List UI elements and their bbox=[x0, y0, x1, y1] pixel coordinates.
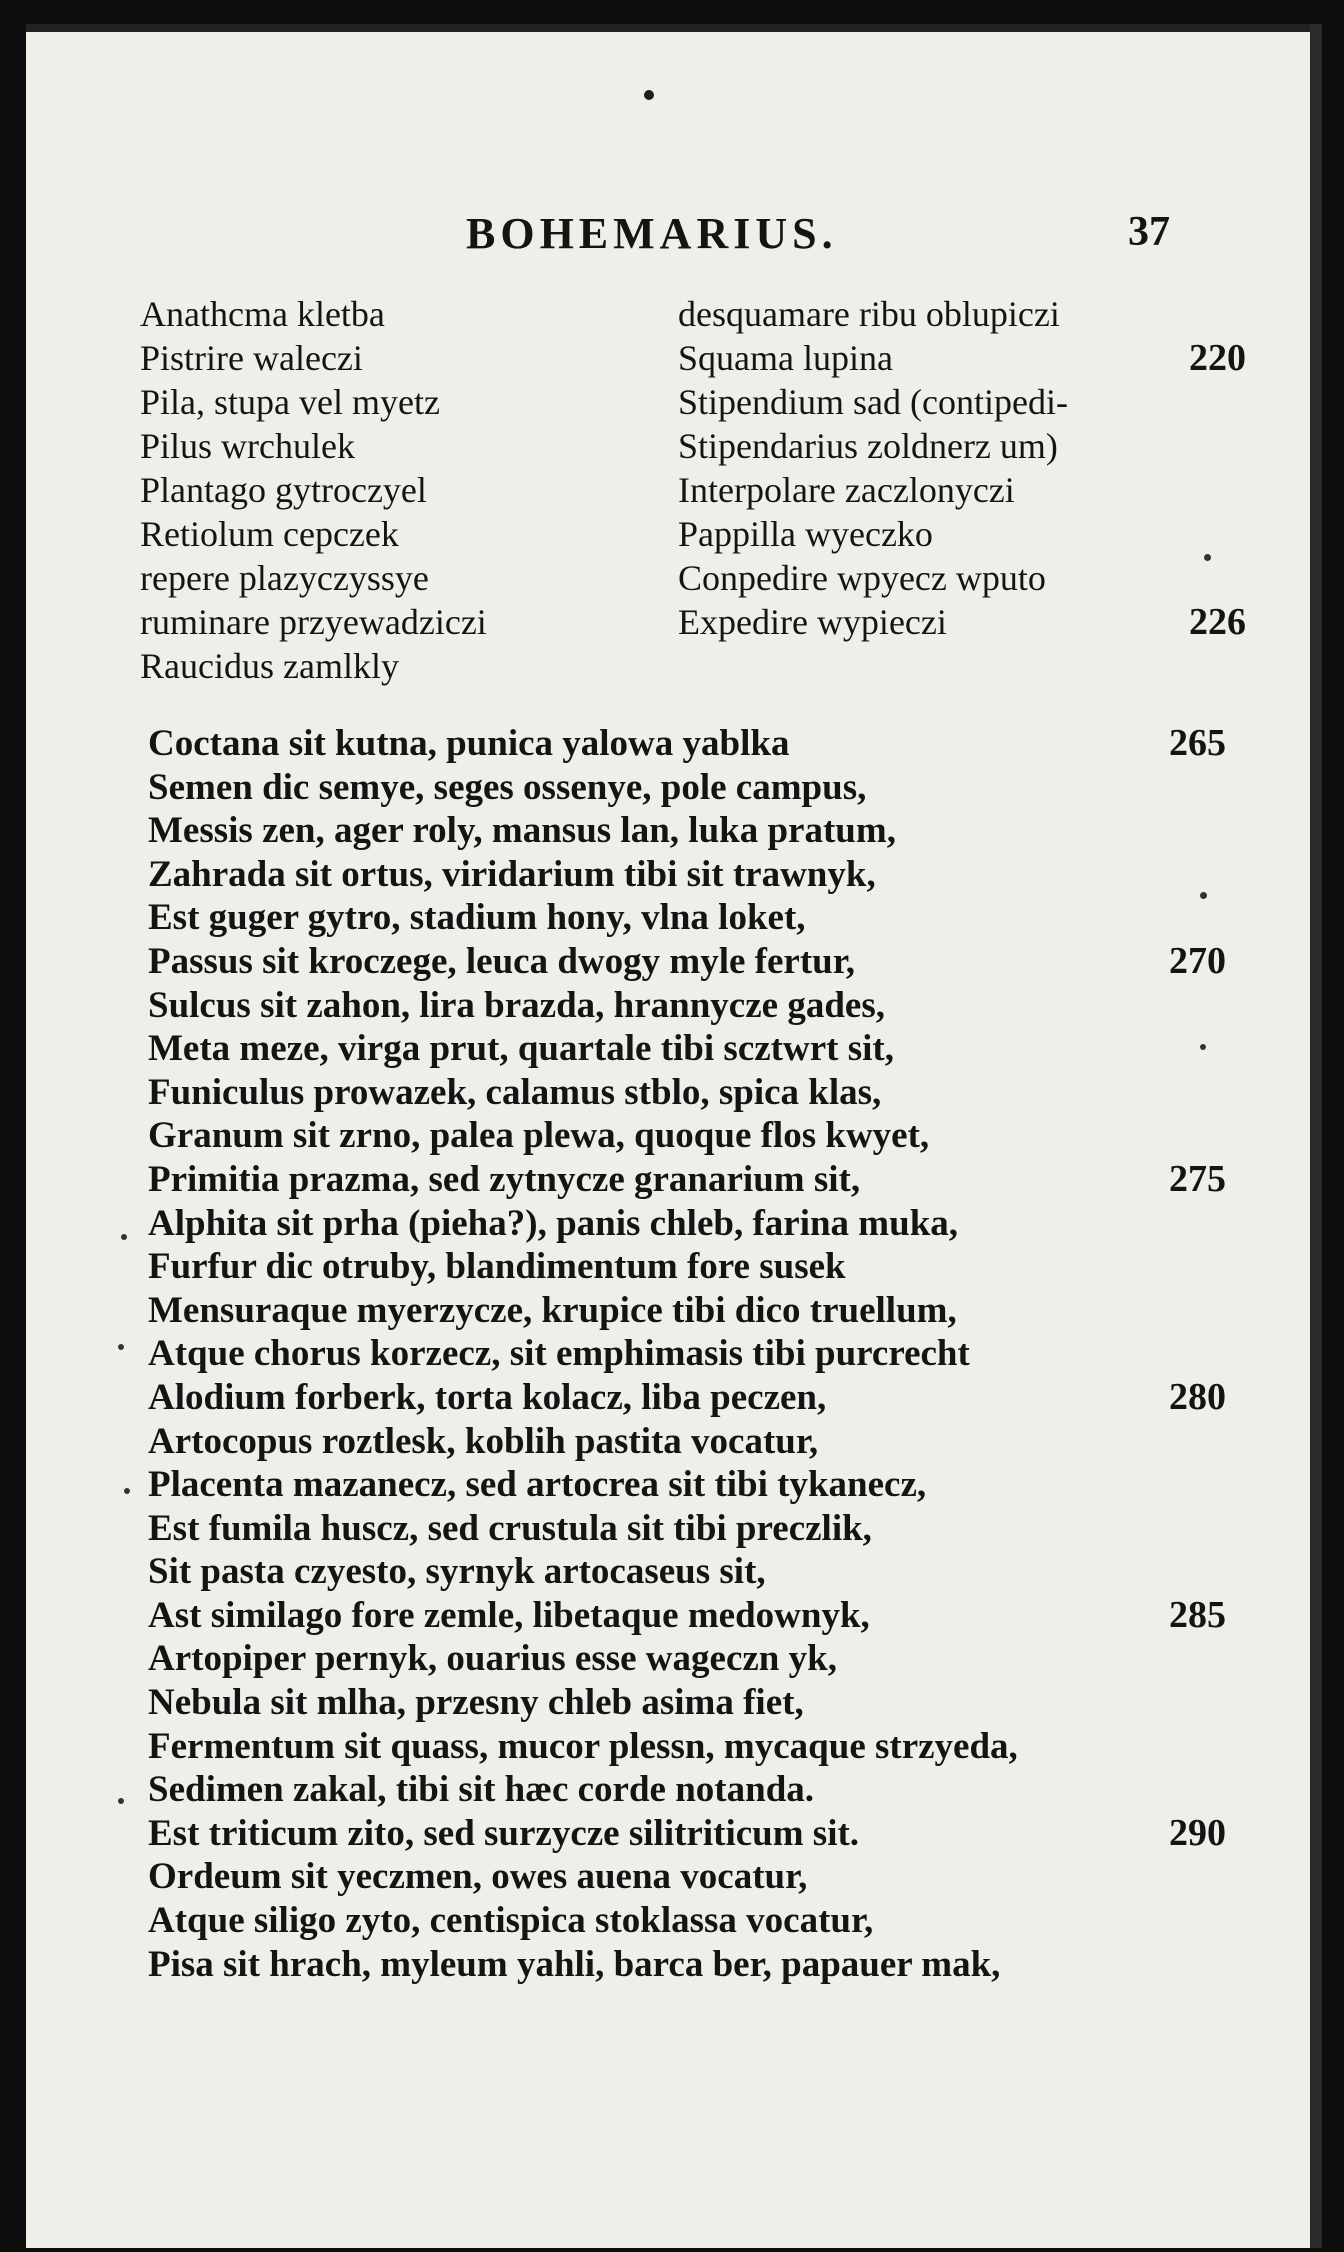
line-number bbox=[1226, 896, 1228, 940]
glossary-entry-text: desquamare ribu oblupiczi bbox=[678, 294, 1060, 334]
verse-text: Coctana sit kutna, punica yalowa yablka bbox=[148, 723, 790, 764]
verse-line bbox=[148, 1550, 1228, 1594]
glossary-entry-text: Expedire wypieczi bbox=[678, 602, 947, 642]
glossary-entry: ruminare przyewadziczi bbox=[140, 602, 487, 642]
verse-text: Pisa sit hrach, myleum yahli, barca ber, papauer mak, bbox=[148, 1943, 1001, 1985]
verse-text: Funiculus prowazek, calamus stblo, spica klas, bbox=[148, 1071, 882, 1113]
verse-text: Ordeum sit yeczmen, owes auena vocatur, bbox=[148, 1856, 808, 1898]
verse-line bbox=[148, 1899, 1228, 1943]
verse-text: Primitia prazma, sed zytnycze granarium sit, bbox=[148, 1158, 861, 1200]
verse-line bbox=[148, 1768, 1228, 1812]
page-number: 37 bbox=[1128, 209, 1170, 255]
verse-text: Sedimen zakal, tibi sit hæc corde notanda. bbox=[148, 1769, 815, 1811]
verse-text: Atque chorus korzecz, sit emphimasis tibi purcrecht bbox=[148, 1333, 970, 1375]
verse-line bbox=[148, 984, 1228, 1028]
glossary-entry: Raucidus zamlkly bbox=[140, 646, 399, 686]
verse-text: Meta meze, virga prut, quartale tibi scztwrt sit, bbox=[148, 1028, 894, 1070]
verse-line bbox=[148, 1332, 1228, 1376]
verse-text: Zahrada sit ortus, viridarium tibi sit trawnyk, bbox=[148, 853, 876, 895]
line-number bbox=[1226, 1855, 1228, 1899]
verse-text: Artocopus roztlesk, koblih pastita vocatur, bbox=[148, 1420, 819, 1462]
glossary-entry bbox=[678, 600, 1248, 644]
verse-text: Atque siligo zyto, centispica stoklassa vocatur, bbox=[148, 1900, 874, 1942]
ink-speck bbox=[118, 1798, 124, 1804]
verse-line bbox=[148, 1289, 1228, 1333]
line-number bbox=[1246, 380, 1248, 424]
line-number bbox=[1226, 1289, 1228, 1333]
verse-text: Placenta mazanecz, sed artocrea sit tibi tykanecz, bbox=[148, 1464, 927, 1506]
line-number bbox=[1226, 1202, 1228, 1246]
line-number bbox=[1246, 424, 1248, 468]
line-number bbox=[1246, 556, 1248, 600]
verse-line bbox=[148, 1681, 1228, 1725]
line-number bbox=[1226, 1420, 1228, 1464]
verse-line bbox=[148, 766, 1228, 810]
verse-line bbox=[148, 1812, 1228, 1856]
glossary-entry: Pila, stupa vel myetz bbox=[140, 382, 440, 422]
verse-line bbox=[148, 1420, 1228, 1464]
line-number bbox=[1226, 809, 1228, 853]
line-number: 290 bbox=[1169, 1811, 1226, 1854]
verse-line bbox=[148, 1725, 1228, 1769]
page-header bbox=[26, 208, 1322, 268]
line-number bbox=[1226, 1463, 1228, 1507]
line-number bbox=[1226, 1507, 1228, 1551]
glossary-entry bbox=[678, 556, 1248, 600]
running-title: BOHEMARIUS. bbox=[466, 209, 838, 258]
ink-speck bbox=[1204, 554, 1211, 561]
glossary-entry bbox=[678, 292, 1248, 336]
verse-line bbox=[148, 940, 1228, 984]
book-page bbox=[26, 24, 1322, 2248]
verse-text: Sit pasta czyesto, syrnyk artocaseus sit, bbox=[148, 1551, 766, 1593]
verse-text: Est fumila huscz, sed crustula sit tibi preczlik, bbox=[148, 1507, 872, 1549]
verse-line bbox=[148, 1245, 1228, 1289]
verse-line bbox=[148, 1071, 1228, 1115]
ink-dot bbox=[644, 90, 654, 100]
line-number bbox=[1226, 984, 1228, 1028]
line-number bbox=[1226, 853, 1228, 897]
page-top-edge bbox=[26, 24, 1322, 32]
verse-line bbox=[148, 1376, 1228, 1420]
line-number: 280 bbox=[1169, 1375, 1226, 1418]
glossary-entry-text: Stipendarius zoldnerz um) bbox=[678, 426, 1058, 466]
verse-line bbox=[148, 1114, 1228, 1158]
verse-text: Est triticum zito, sed surzycze silitriticum sit. bbox=[148, 1812, 860, 1854]
ink-speck bbox=[118, 1344, 124, 1350]
glossary-entry bbox=[678, 468, 1248, 512]
verse-text: Semen dic semye, seges ossenye, pole campus, bbox=[148, 766, 867, 808]
glossary-entry-text: Squama lupina bbox=[678, 338, 893, 378]
ink-speck bbox=[1200, 892, 1207, 899]
glossary-entry: Retiolum cepczek bbox=[140, 514, 399, 554]
verse-line bbox=[148, 722, 1228, 766]
glossary-entry-text: Stipendium sad (contipedi- bbox=[678, 382, 1068, 422]
verse-text: Messis zen, ager roly, mansus lan, luka pratum, bbox=[148, 810, 896, 852]
verse-line bbox=[148, 1158, 1228, 1202]
verse-text: Fermentum sit quass, mucor plessn, mycaque strzyeda, bbox=[148, 1725, 1018, 1767]
verse-text: Alphita sit prha (pieha?), panis chleb, farina muka, bbox=[148, 1202, 959, 1244]
line-number bbox=[1226, 1768, 1228, 1812]
verse-line bbox=[148, 1637, 1228, 1681]
line-number: 265 bbox=[1169, 722, 1226, 764]
ink-speck bbox=[1200, 1044, 1206, 1050]
page-right-edge bbox=[1310, 24, 1322, 2248]
verse-text: Mensuraque myerzycze, krupice tibi dico truellum, bbox=[148, 1289, 957, 1331]
line-number: 270 bbox=[1169, 939, 1226, 982]
line-number bbox=[1226, 766, 1228, 810]
verse-line bbox=[148, 809, 1228, 853]
ink-speck bbox=[124, 1488, 130, 1494]
line-number: 220 bbox=[1189, 337, 1246, 379]
verse-text: Granum sit zrno, palea plewa, quoque flos kwyet, bbox=[148, 1115, 930, 1157]
glossary-right-column bbox=[678, 292, 1248, 644]
line-number bbox=[1226, 1681, 1228, 1725]
ink-speck bbox=[121, 1234, 127, 1240]
line-number bbox=[1226, 1114, 1228, 1158]
verse-line bbox=[148, 1594, 1228, 1638]
verse-line bbox=[148, 1855, 1228, 1899]
glossary-entry bbox=[678, 336, 1248, 380]
verse-line bbox=[148, 1943, 1228, 1987]
verse-line bbox=[148, 1027, 1228, 1071]
glossary-entry: Pistrire waleczi bbox=[140, 338, 363, 378]
line-number bbox=[1226, 1943, 1228, 1987]
verse-line bbox=[148, 853, 1228, 897]
line-number bbox=[1226, 1071, 1228, 1115]
line-number bbox=[1226, 1725, 1228, 1769]
line-number bbox=[1246, 468, 1248, 512]
line-number bbox=[1226, 1245, 1228, 1289]
verse-text: Passus sit kroczege, leuca dwogy myle fertur, bbox=[148, 940, 856, 982]
verse-text: Sulcus sit zahon, lira brazda, hrannycze gades, bbox=[148, 984, 885, 1026]
line-number bbox=[1226, 1637, 1228, 1681]
line-number: 226 bbox=[1189, 601, 1246, 643]
verse-text: Artopiper pernyk, ouarius esse wageczn yk, bbox=[148, 1638, 837, 1680]
glossary-left-column bbox=[140, 292, 660, 688]
glossary-entry-text: Conpedire wpyecz wputo bbox=[678, 558, 1046, 598]
line-number bbox=[1226, 1332, 1228, 1376]
line-number bbox=[1226, 1027, 1228, 1071]
verse-text: Alodium forberk, torta kolacz, liba peczen, bbox=[148, 1376, 827, 1418]
glossary-entry: Pilus wrchulek bbox=[140, 426, 355, 466]
glossary-entry bbox=[678, 424, 1248, 468]
glossary-entry-text: Interpolare zaczlonyczi bbox=[678, 470, 1015, 510]
line-number bbox=[1246, 512, 1248, 556]
verse-text: Nebula sit mlha, przesny chleb asima fiet, bbox=[148, 1682, 804, 1724]
verse-line bbox=[148, 896, 1228, 940]
verse-line bbox=[148, 1202, 1228, 1246]
glossary-entry: Anathcma kletba bbox=[140, 294, 385, 334]
glossary-entry bbox=[678, 380, 1248, 424]
line-number bbox=[1226, 1550, 1228, 1594]
verse-line bbox=[148, 1507, 1228, 1551]
verse-text: Furfur dic otruby, blandimentum fore susek bbox=[148, 1246, 846, 1288]
glossary-entry: Plantago gytroczyel bbox=[140, 470, 427, 510]
line-number: 275 bbox=[1169, 1157, 1226, 1200]
verse-text: Est guger gytro, stadium hony, vlna loket, bbox=[148, 897, 806, 939]
glossary-entry bbox=[678, 512, 1248, 556]
glossary-entry: repere plazyczyssye bbox=[140, 558, 429, 598]
line-number bbox=[1246, 292, 1248, 336]
line-number bbox=[1226, 1899, 1228, 1943]
line-number: 285 bbox=[1169, 1593, 1226, 1636]
glossary-entry-text: Pappilla wyeczko bbox=[678, 514, 933, 554]
verse-line bbox=[148, 1463, 1228, 1507]
verse-block bbox=[148, 722, 1228, 1986]
verse-text: Ast similago fore zemle, libetaque medownyk, bbox=[148, 1594, 870, 1636]
